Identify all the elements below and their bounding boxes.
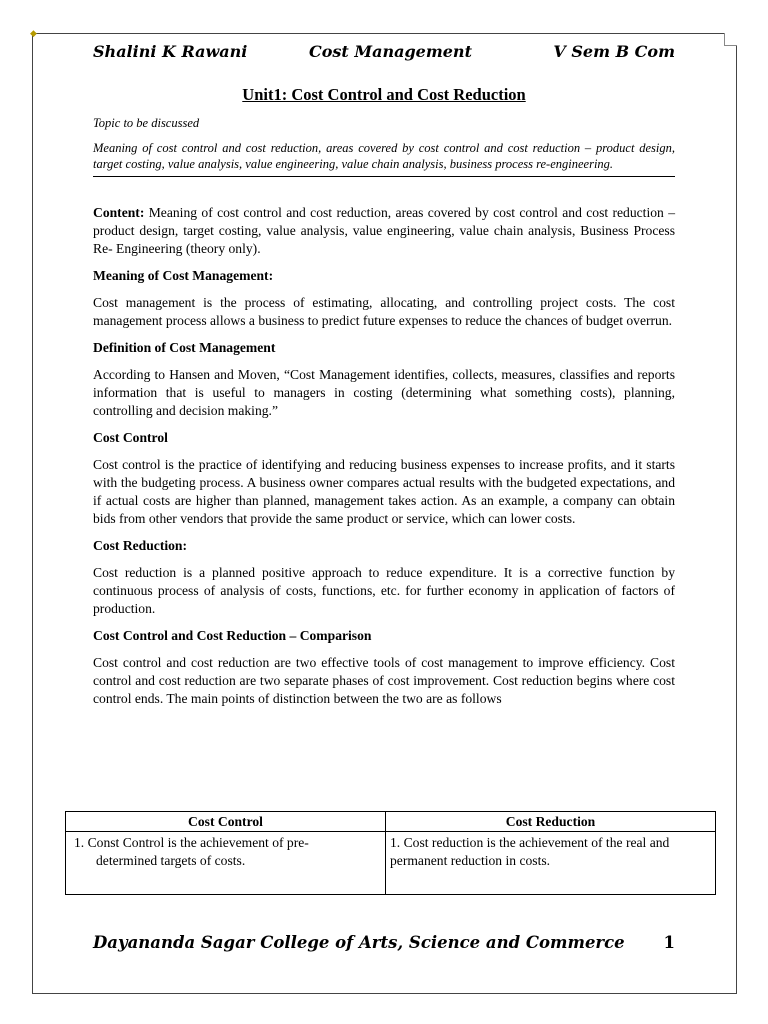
table-row [66,832,716,895]
divider-line [93,176,675,177]
section-heading-cost-control: Cost Control [93,430,168,445]
column-header-cost-reduction: Cost Reduction [386,812,716,832]
topic-label: Topic to be discussed [93,116,200,130]
comparison-table [65,811,716,895]
topic-text: Meaning of cost control and cost reduction, areas covered by cost control and cost reduction – product design, target costing, value analysis, value engineering, value chain analysis, business process re-engineering. [93,141,675,171]
content-paragraph [93,204,675,258]
table-cell-cost-control [66,832,386,895]
cell-text-second-line: determined targets of costs. [96,853,246,868]
column-header-cost-control: Cost Control [66,812,386,832]
section-text-definition: According to Hansen and Moven, “Cost Management identifies, collects, measures, classifies and reports information that is useful to managers in costing (determining what something costs), planning, controlling and decision making.” [93,367,675,418]
page-corner-fold [724,33,737,46]
section-heading-meaning: Meaning of Cost Management: [93,268,274,283]
page-title: Unit1: Cost Control and Cost Reduction [242,85,526,104]
content-text: Meaning of cost control and cost reduction, areas covered by cost control and cost reduction – product design, target costing, value analysis, value engineering, value chain analysis, Business Process Re- Engineering (theory only). [93,205,675,256]
section-text-cost-reduction: Cost reduction is a planned positive approach to reduce expenditure. It is a corrective function by continuous process of analysis of costs, functions, etc. for further economy in application of factors of production. [93,565,675,616]
document-body [93,86,675,717]
page-footer [93,933,675,952]
page-header [93,42,675,64]
header-author: Shalini K Rawani [93,42,248,61]
table-header-row [66,812,716,832]
table-cell-cost-reduction: 1. Cost reduction is the achievement of the real and permanent reduction in costs. [386,832,716,895]
page-number: 1 [663,933,675,952]
cell-text-first-line: 1. Const Control is the achievement of pre- [74,835,309,850]
section-heading-comparison: Cost Control and Cost Reduction – Comparison [93,628,372,643]
header-subject: Cost Management [309,42,472,61]
anchor-mark-icon: ◆ [30,28,37,38]
section-text-meaning: Cost management is the process of estimating, allocating, and controlling project costs. The cost management process allows a business to predict future expenses to reduce the chances of budget overrun. [93,295,675,328]
content-label: Content: [93,205,145,220]
section-heading-definition: Definition of Cost Management [93,340,276,355]
section-text-comparison: Cost control and cost reduction are two effective tools of cost management to improve efficiency. Cost control and cost reduction are two separate phases of cost improvement. Cost reduction begins where cost control ends. The main points of distinction between the two are as follows [93,655,675,706]
section-text-cost-control: Cost control is the practice of identifying and reducing business expenses to increase profits, and it starts with the budgeting process. A business owner compares actual results with the budgeted expectations, and if actual costs are higher than planned, management takes action. As an example, a company can obtain bids from other vendors that provide the same product or service, which can lower costs. [93,457,675,526]
footer-college: Dayananda Sagar College of Arts, Science and Commerce [93,933,625,952]
section-heading-cost-reduction: Cost Reduction: [93,538,188,553]
header-semester: V Sem B Com [553,42,675,61]
